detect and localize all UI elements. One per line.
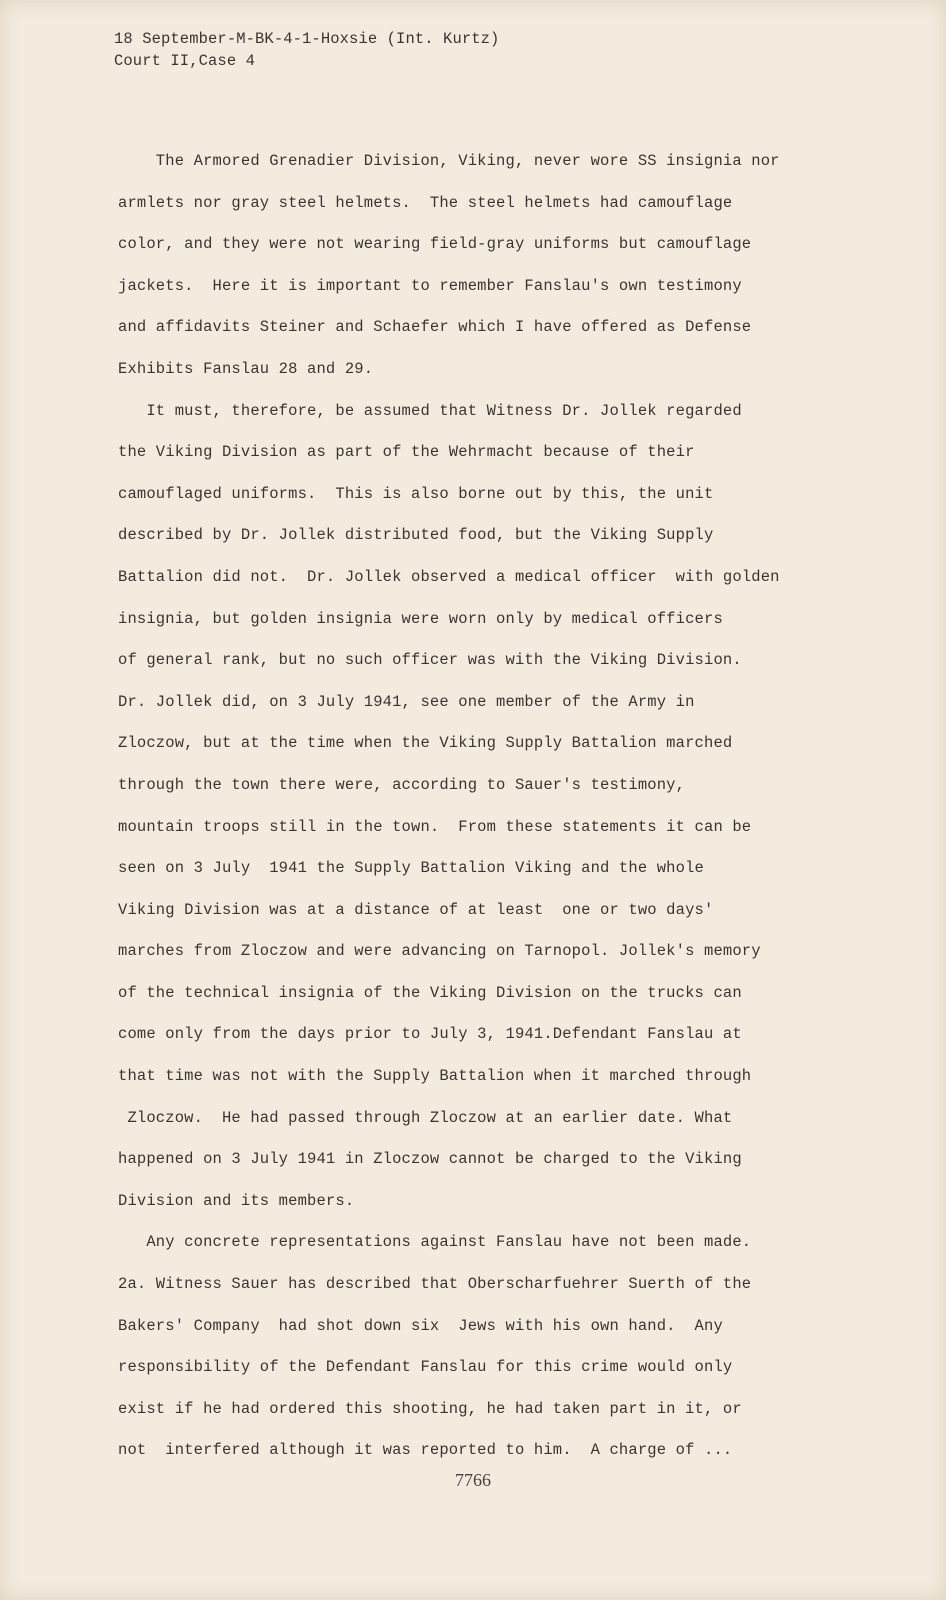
text-line: the Viking Division as part of the Wehrmacht because of their — [118, 443, 695, 462]
text-line: responsibility of the Defendant Fanslau for this crime would only — [118, 1358, 733, 1377]
text-line: color, and they were not wearing field-gray uniforms but camouflage — [118, 235, 752, 254]
text-line: The Armored Grenadier Division, Viking, never wore SS insignia nor — [118, 152, 780, 170]
page-number: 7766 — [455, 1470, 491, 1490]
text-line: Battalion did not. Dr. Jollek observed a medical officer with golden — [118, 567, 780, 586]
text-line: Dr. Jollek did, on 3 July 1941, see one member of the Army in — [118, 692, 695, 711]
text-line: Viking Division was at a distance of at least one or two days' — [118, 900, 714, 919]
text-line: mountain troops still in the town. From these statements it can be — [118, 817, 752, 836]
text-line: not interfered although it was reported to him. A charge of ... — [118, 1441, 733, 1460]
text-line: camouflaged uniforms. This is also borne out by this, the unit — [118, 484, 714, 503]
text-line: described by Dr. Jollek distributed food, but the Viking Supply — [118, 526, 714, 545]
header-line-2: Court II,Case 4 — [114, 52, 256, 70]
text-line: happened on 3 July 1941 in Zloczow cannot be charged to the Viking — [118, 1150, 742, 1169]
text-line: exist if he had ordered this shooting, he had taken part in it, or — [118, 1399, 742, 1418]
text-line: that time was not with the Supply Battalion when it marched through — [118, 1067, 752, 1086]
text-line: through the town there were, according to Sauer's testimony, — [118, 775, 686, 794]
text-line: of the technical insignia of the Viking Division on the trucks can — [118, 983, 742, 1002]
text-line: jackets. Here it is important to remember Fanslau's own testimony — [118, 276, 742, 295]
text-line: 2a. Witness Sauer has described that Oberscharfuehrer Suerth of the — [118, 1275, 752, 1294]
header-line-1: 18 September-M-BK-4-1-Hoxsie (Int. Kurtz) — [114, 30, 500, 48]
text-line: Exhibits Fanslau 28 and 29. — [118, 359, 374, 378]
text-line: insignia, but golden insignia were worn only by medical officers — [118, 609, 723, 628]
text-line: It must, therefore, be assumed that Witness Dr. Jollek regarded — [118, 401, 742, 420]
document-body — [118, 151, 848, 1482]
text-line: Zloczow. He had passed through Zloczow at an earlier date. What — [118, 1108, 733, 1127]
text-line: armlets nor gray steel helmets. The steel helmets had camouflage — [118, 193, 733, 212]
text-line: marches from Zloczow and were advancing on Tarnopol. Jollek's memory — [118, 942, 761, 961]
text-line: Any concrete representations against Fanslau have not been made. — [118, 1233, 752, 1252]
text-line: Zloczow, but at the time when the Viking Supply Battalion marched — [118, 734, 733, 753]
text-line: and affidavits Steiner and Schaefer which I have offered as Defense — [118, 318, 752, 337]
text-line: Bakers' Company had shot down six Jews with his own hand. Any — [118, 1316, 723, 1335]
text-line: of general rank, but no such officer was with the Viking Division. — [118, 651, 742, 670]
text-line: Division and its members. — [118, 1191, 355, 1210]
document-header — [114, 28, 499, 72]
text-line: seen on 3 July 1941 the Supply Battalion Viking and the whole — [118, 859, 704, 878]
text-line: come only from the days prior to July 3, 1941.Defendant Fanslau at — [118, 1025, 742, 1044]
